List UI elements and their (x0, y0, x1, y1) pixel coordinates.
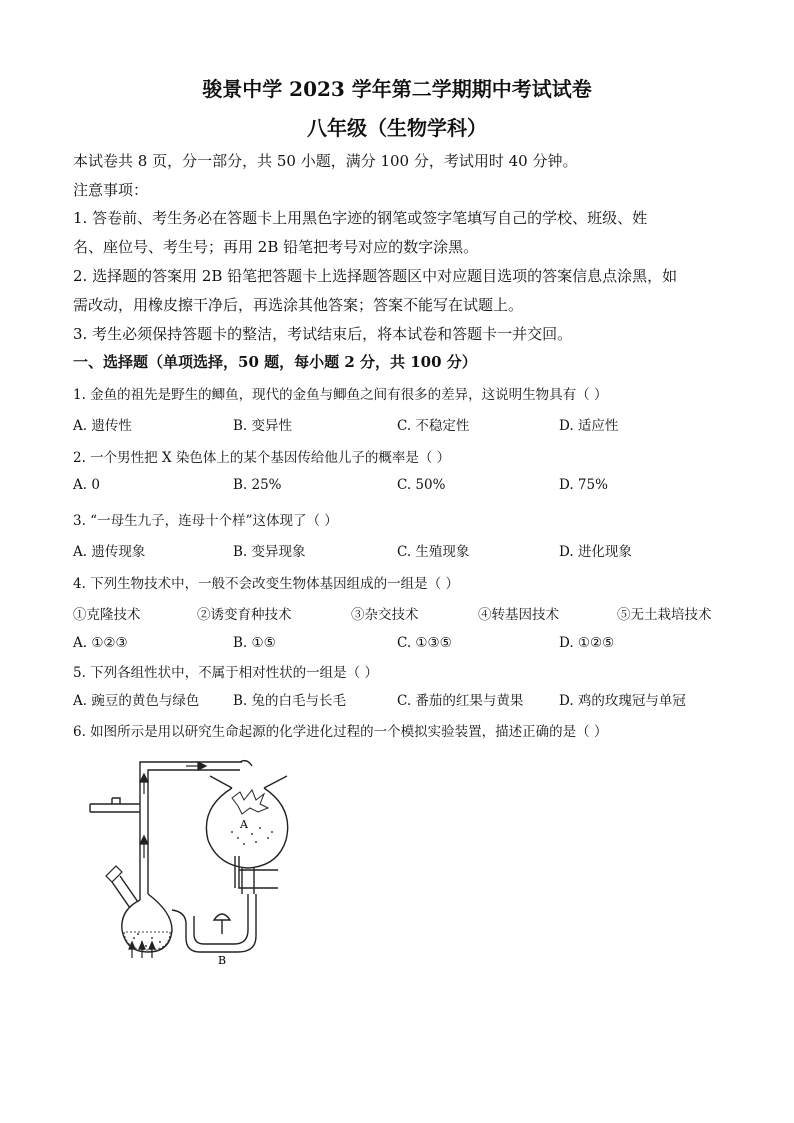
q5-option-d: D. 鸡的玫瑰冠与单冠 (559, 693, 686, 709)
note-2-line-2: 需改动，用橡皮擦干净后，再选涂其他答案；答案不能写在试题上。 (73, 296, 524, 314)
question-4-stem: 4. 下列生物技术中，一般不会改变生物体基因组成的一组是（ ） (73, 576, 459, 592)
q2-option-d: D. 75% (559, 477, 608, 493)
question-6-stem: 6. 如图所示是用以研究生命起源的化学进化过程的一个模拟实验装置，描述正确的是（ ） (73, 724, 608, 740)
question-2-stem: 2. 一个男性把 X 染色体上的某个基因传给他儿子的概率是（ ） (73, 450, 451, 466)
question-1-stem: 1. 金鱼的祖先是野生的鲫鱼，现代的金鱼与鲫鱼之间有很多的差异，这说明生物具有（ ） (73, 387, 608, 403)
note-3: 3. 考生必须保持答题卡的整洁，考试结束后，将本试卷和答题卡一并交回。 (73, 325, 573, 343)
exam-title: 骏景中学 2023 学年第二学期期中考试试卷 (202, 77, 592, 101)
label-b: B (218, 954, 227, 966)
q3-option-a: A. 遗传现象 (73, 544, 146, 560)
q1-option-d: D. 适应性 (559, 418, 619, 434)
q5-option-c: C. 番茄的红果与黄果 (397, 693, 524, 709)
q4-option-b: B. ①⑤ (233, 635, 276, 651)
q2-option-c: C. 50% (397, 477, 446, 493)
q5-option-b: B. 兔的白毛与长毛 (233, 693, 347, 709)
notes-heading: 注意事项： (73, 181, 149, 199)
q4-item-5: ⑤无土栽培技术 (617, 607, 712, 623)
label-a: A (240, 818, 248, 831)
question-3-stem: 3. “一母生九子，连母十个样”这体现了（ ） (73, 513, 338, 529)
exam-subtitle: 八年级（生物学科） (307, 116, 487, 140)
question-5-stem: 5. 下列各组性状中，不属于相对性状的一组是（ ） (73, 665, 378, 681)
q3-option-b: B. 变异现象 (233, 544, 306, 560)
miller-experiment-diagram (82, 748, 297, 966)
note-1-line-2: 名、座位号、考生号；再用 2B 铅笔把考号对应的数字涂黑。 (73, 238, 479, 256)
q1-option-c: C. 不稳定性 (397, 418, 470, 434)
q3-option-d: D. 进化现象 (559, 544, 632, 560)
q2-option-a: A. 0 (73, 477, 100, 493)
q4-option-d: D. ①②⑤ (559, 635, 615, 651)
q4-option-c: C. ①③⑤ (397, 635, 452, 651)
q5-option-a: A. 豌豆的黄色与绿色 (73, 693, 200, 709)
q4-option-a: A. ①②③ (73, 635, 128, 651)
intro-text: 本试卷共 8 页，分一部分，共 50 小题，满分 100 分，考试用时 40 分钟。 (73, 152, 578, 170)
q3-option-c: C. 生殖现象 (397, 544, 470, 560)
q4-item-4: ④转基因技术 (478, 607, 559, 623)
q1-option-a: A. 遗传性 (73, 418, 132, 434)
section-heading: 一、选择题（单项选择，50 题，每小题 2 分，共 100 分） (73, 353, 477, 371)
q4-item-3: ③杂交技术 (351, 607, 419, 623)
q1-option-b: B. 变异性 (233, 418, 293, 434)
q4-item-1: ①克隆技术 (73, 607, 141, 623)
q4-item-2: ②诱变育种技术 (197, 607, 292, 623)
note-2-line-1: 2. 选择题的答案用 2B 铅笔把答题卡上选择题答题区中对应题目选项的答案信息点涂黑，如 (73, 267, 678, 285)
note-1-line-1: 1. 答卷前、考生务必在答题卡上用黑色字迹的钢笔或签字笔填写自己的学校、班级、姓 (73, 209, 648, 227)
q2-option-b: B. 25% (233, 477, 282, 493)
